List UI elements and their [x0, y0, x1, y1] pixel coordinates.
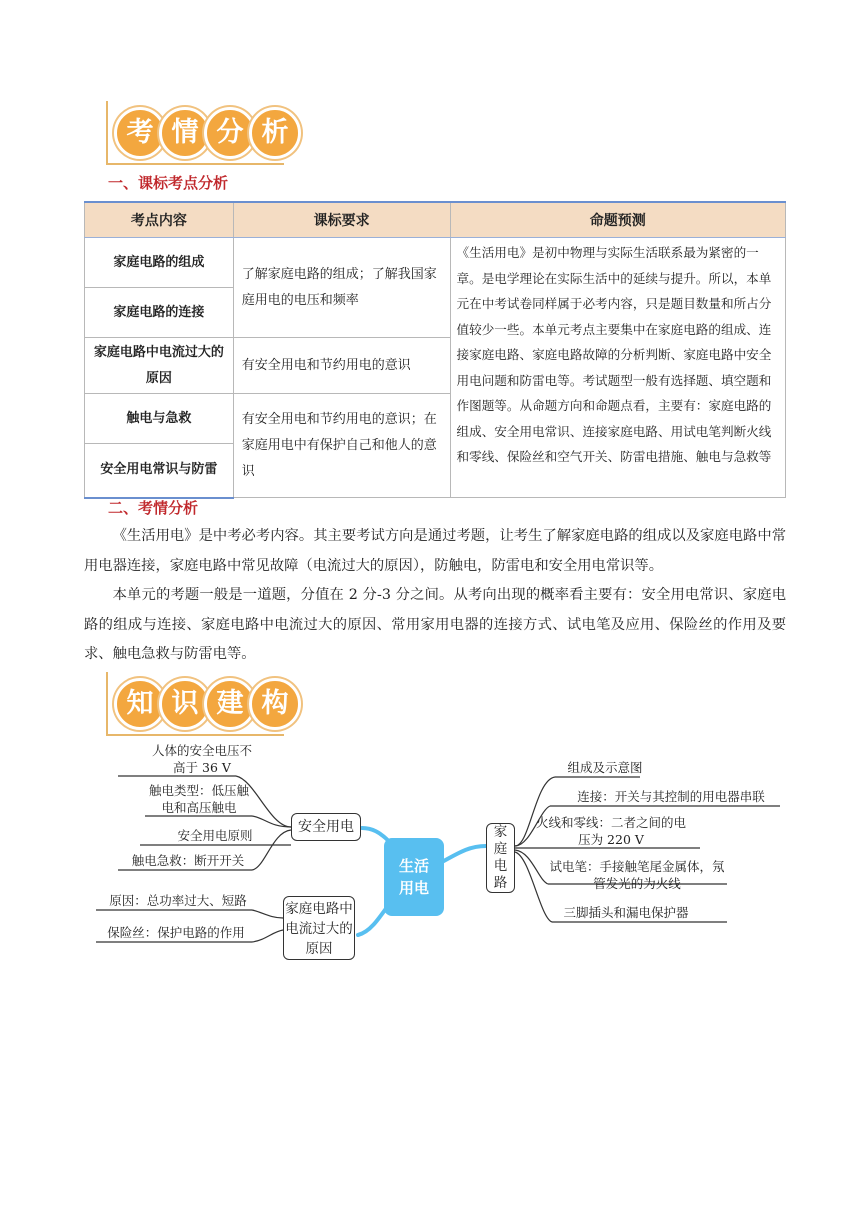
leaf-safe-voltage: 人体的安全电压不高于 36 V [151, 743, 252, 775]
leaf-test-pen: 试电笔：手接触笔尾金属体，氖管发光的为火线 [549, 859, 725, 891]
requirement-cell: 了解家庭电路的组成；了解我国家庭用电的电压和频率 [233, 238, 450, 338]
banner-char: 建 [204, 678, 256, 730]
table-header: 课标要求 [233, 202, 450, 238]
banner-char: 识 [159, 678, 211, 730]
node-overcurrent: 家庭电路中电流过大的原因 [283, 896, 355, 960]
leaf-shock-types: 触电类型：低压触电和高压触电 [148, 783, 249, 815]
leaf-connection: 连接：开关与其控制的用电器串联 [577, 789, 765, 804]
leaf-plug-protector: 三脚插头和漏电保护器 [563, 905, 689, 920]
topic-cell: 家庭电路的组成 [85, 238, 234, 288]
leaf-first-aid: 触电急救：断开开关 [131, 853, 245, 868]
paragraph: 《生活用电》是中考必考内容。其主要考试方向是通过考题，让考生了解家庭电路的组成以及家庭电路中常用电器连接，家庭电路中常见故障（电流过大的原因），防触电，防雷电和安全用电常识等。 [84, 528, 786, 574]
banner-char: 构 [249, 678, 301, 730]
paragraph: 本单元的考题一般是一道题，分值在 2 分-3 分之间。从考向出现的概率看主要有：安全用电常识、家庭电路的组成与连接、家庭电路中电流过大的原因、常用家用电器的连接方式、试电笔及应用、保险丝的作用及要求、触电急救与防雷电等。 [84, 587, 786, 662]
banner-char: 知 [114, 678, 166, 730]
table-header: 命题预测 [450, 202, 786, 238]
topic-cell: 安全用电常识与防雷 [85, 444, 234, 498]
topic-cell: 触电与急救 [85, 394, 234, 444]
requirement-cell: 有安全用电和节约用电的意识 [233, 338, 450, 394]
leaf-fuse: 保险丝：保护电路的作用 [107, 925, 245, 940]
home-circuit-label: 家庭电路 [493, 824, 508, 891]
leaf-cause: 原因：总功率过大、短路 [109, 893, 247, 908]
topic-cell: 家庭电路中电流过大的原因 [85, 338, 234, 394]
topic-cell: 家庭电路的连接 [85, 288, 234, 338]
table-header: 考点内容 [85, 202, 234, 238]
prediction-cell: 《生活用电》是初中物理与实际生活联系最为紧密的一章。是电学理论在实际生活中的延续与提升。所以，本单元在中考试卷同样属于必考内容，只是题目数量和所占分值较少一些。本单元考点主要集中在家庭电路的组成、连接家庭电路、家庭电路故障的分析判断、家庭电路中安全用电问题和防雷电等。考试题型一般有选择题、填空题和作图题等。从命题方向和命题点看，主要有：家庭电路的组成、安全用电常识、连接家庭电路、用试电笔判断火线和零线、保险丝和空气开关、防雷电措施、触电与急救等 [450, 238, 786, 498]
requirement-cell: 有安全用电和节约用电的意识；在家庭用电中有保护自己和他人的意识 [233, 394, 450, 498]
leaf-safety-principle: 安全用电原则 [177, 828, 253, 843]
section-title-analysis: 二、考情分析 [108, 499, 199, 517]
section-title-standards: 一、课标考点分析 [108, 174, 229, 192]
banner-char: 分 [204, 107, 256, 159]
banner-char: 情 [159, 107, 211, 159]
leaf-live-neutral: 火线和零线：二者之间的电压为 220 V [536, 815, 687, 847]
mindmap-center-node [384, 838, 444, 916]
node-safety: 安全用电 [291, 813, 361, 841]
banner-char: 考 [114, 107, 166, 159]
leaf-composition: 组成及示意图 [567, 760, 643, 775]
center-label: 生活用电 [398, 857, 429, 897]
banner-char: 析 [249, 107, 301, 159]
node-home-circuit [486, 823, 515, 893]
